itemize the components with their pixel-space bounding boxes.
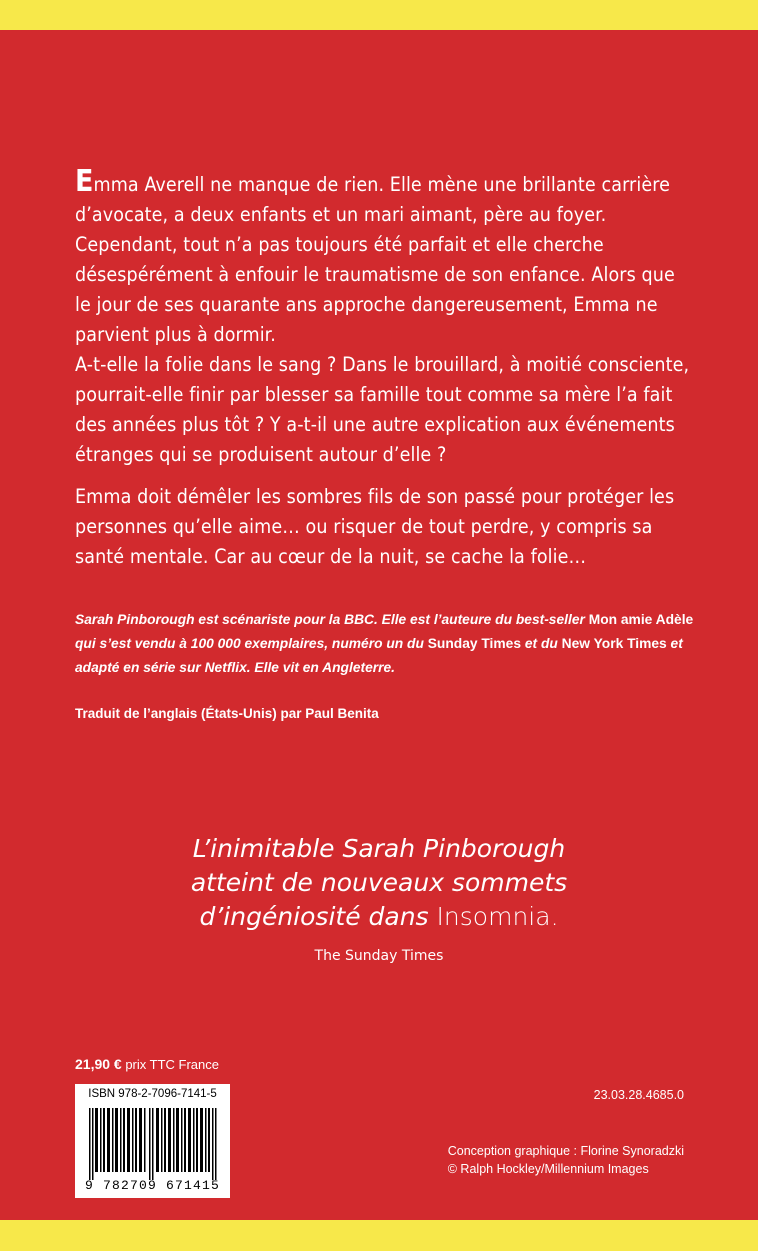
blurb-paragraph-1	[75, 164, 695, 470]
isbn-label: ISBN 978-2-7096-7141-5	[88, 1088, 217, 1100]
bio-paper-sunday: Sunday Times	[427, 636, 522, 651]
blurb-paragraph-3: Emma doit démêler les sombres fils de son passé pour protéger les personnes qu’elle aime… ou risquer de tout perdre, y compris sa santé mentale. Car au cœur de la nuit, se cache la folie…	[75, 485, 675, 568]
bio-book-title: Mon amie Adèle	[588, 612, 694, 627]
credits	[448, 1142, 684, 1178]
price-label: prix TTC France	[121, 1057, 219, 1072]
barcode-digits: 9 782709 671415	[85, 1178, 221, 1193]
barcode-box	[75, 1084, 230, 1198]
blurb-p1-text: mma Averell ne manque de rien. Elle mène une brillante carrière d’avocate, a deux enfants et un mari aimant, père au foyer. Cependant, tout n’a pas toujours été parfait et elle cherche désespérément à enfouir le traumatisme de son enfance. Alors que le jour de ses quarante ans approche dangereusement, Emma ne parvient plus à dormir.	[75, 173, 675, 346]
price	[75, 1056, 219, 1072]
photo-credit: © Ralph Hockley/Millennium Images	[447, 1162, 649, 1176]
bio-part-1: Sarah Pinborough est scénariste pour la BBC. Elle est l’auteure du best-seller	[75, 612, 589, 627]
quote-book-title: Insomnia	[436, 902, 551, 931]
bio-part-3: et du	[521, 636, 562, 651]
quote-line-3-text: d’ingéniosité dans	[199, 902, 437, 931]
quote-line-3	[0, 900, 758, 934]
pull-quote	[0, 832, 758, 934]
author-bio	[75, 608, 695, 680]
bio-netflix: adapté en série sur Netflix	[75, 660, 247, 675]
reference-number: 23.03.28.4685.0	[593, 1088, 684, 1102]
design-credit: Conception graphique : Florine Synoradzki	[447, 1144, 684, 1158]
barcode-icon	[83, 1108, 223, 1180]
bio-part-2: qui s’est vendu à 100 000 exemplaires, numéro un du	[75, 636, 428, 651]
bio-part-5: . Elle vit en Angleterre.	[246, 660, 396, 675]
quote-period: .	[550, 902, 559, 931]
translator-credit: Traduit de l’anglais (États-Unis) par Paul Benita	[75, 706, 379, 721]
blurb-p2-text: A-t-elle la folie dans le sang ? Dans le brouillard, à moitié consciente, pourrait-elle finir par blesser sa famille tout comme sa mère l’a fait des années plus tôt ? Y a-t-il une autre explication aux événements étranges qui se produisent autour d’elle ?	[75, 353, 690, 466]
quote-source: The Sunday Times	[314, 948, 444, 964]
quote-line-2: atteint de nouveaux sommets	[190, 868, 568, 897]
quote-line-1: L’inimitable Sarah Pinborough	[192, 834, 566, 863]
price-amount: 21,90 €	[75, 1056, 122, 1072]
back-cover	[0, 30, 758, 1220]
drop-cap: E	[75, 164, 94, 199]
bio-paper-nyt: New York Times	[561, 636, 667, 651]
blurb-text	[75, 164, 695, 584]
bio-part-4: et	[666, 636, 683, 651]
